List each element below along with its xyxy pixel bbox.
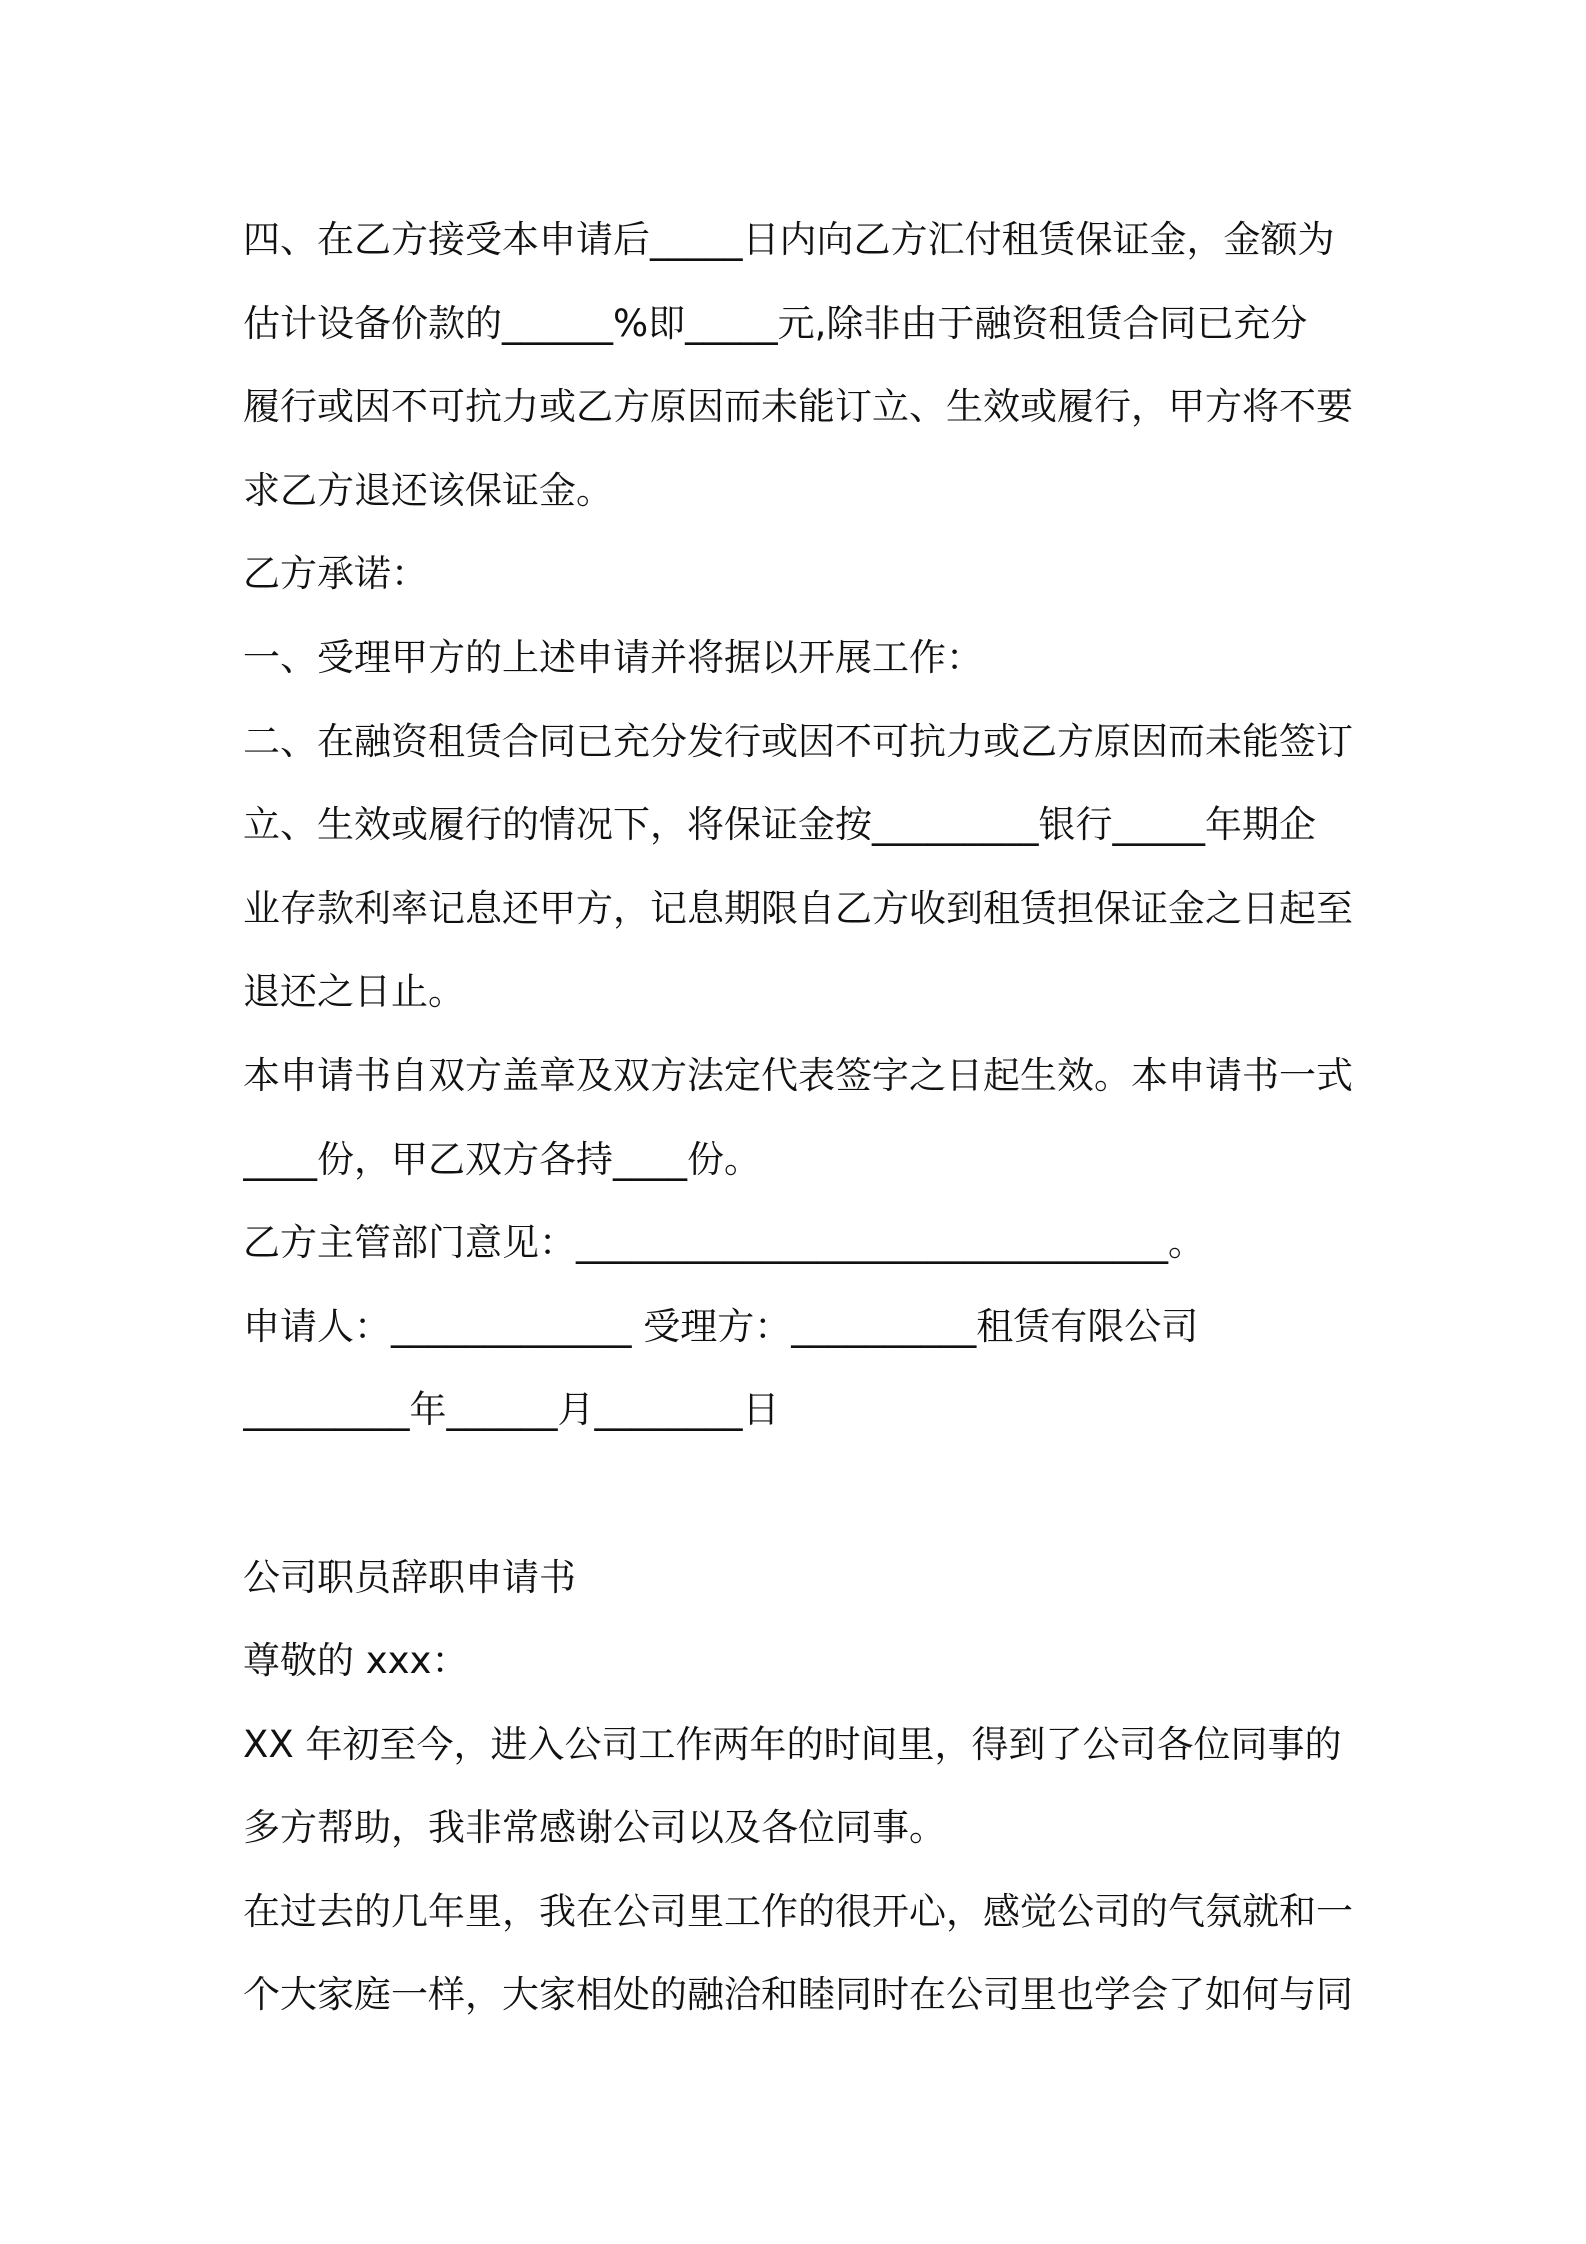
text-line: 立、生效或履行的情况下，将保证金按_________银行_____年期企 xyxy=(243,803,1316,847)
text-line: 业存款利率记息还甲方，记息期限自乙方收到租赁担保证金之日起至 xyxy=(243,886,1353,930)
section-heading: 乙方承诺： xyxy=(243,552,428,596)
text-line: ____份，甲乙双方各持____份。 xyxy=(243,1137,761,1181)
text-line: 退还之日止。 xyxy=(243,970,465,1014)
document-body xyxy=(243,198,1358,2037)
opinion-line: 乙方主管部门意见：________________________________。 xyxy=(243,1221,1205,1265)
signature-line: 申请人：_____________ 受理方：__________租赁有限公司 xyxy=(243,1304,1199,1348)
text-line: 估计设备价款的______%即_____元,除非由于融资租赁合同已充分 xyxy=(243,301,1308,345)
text-line: 四、在乙方接受本申请后_____日内向乙方汇付租赁保证金，金额为 xyxy=(243,218,1335,261)
text-line: 本申请书自双方盖章及双方法定代表签字之日起生效。本申请书一式 xyxy=(243,1053,1353,1097)
letter-title: 公司职员辞职申请书 xyxy=(243,1555,576,1599)
text-line: XX 年初至今，进入公司工作两年的时间里，得到了公司各位同事的 xyxy=(243,1722,1342,1766)
text-line: 多方帮助，我非常感谢公司以及各位同事。 xyxy=(243,1806,946,1850)
text-line: 个大家庭一样，大家相处的融洽和睦同时在公司里也学会了如何与同 xyxy=(243,1973,1353,2017)
text-line: 求乙方退还该保证金。 xyxy=(243,468,613,512)
date-line: _________年______月________日 xyxy=(243,1388,780,1432)
text-line: 二、在融资租赁合同已充分发行或因不可抗力或乙方原因而未能签订 xyxy=(243,719,1353,763)
text-line: 履行或因不可抗力或乙方原因而未能订立、生效或履行，甲方将不要 xyxy=(243,385,1353,429)
text-line: 在过去的几年里，我在公司里工作的很开心，感觉公司的气氛就和一 xyxy=(243,1889,1353,1933)
text-line: 一、受理甲方的上述申请并将据以开展工作： xyxy=(243,635,983,679)
salutation: 尊敬的 xxx： xyxy=(243,1639,469,1683)
